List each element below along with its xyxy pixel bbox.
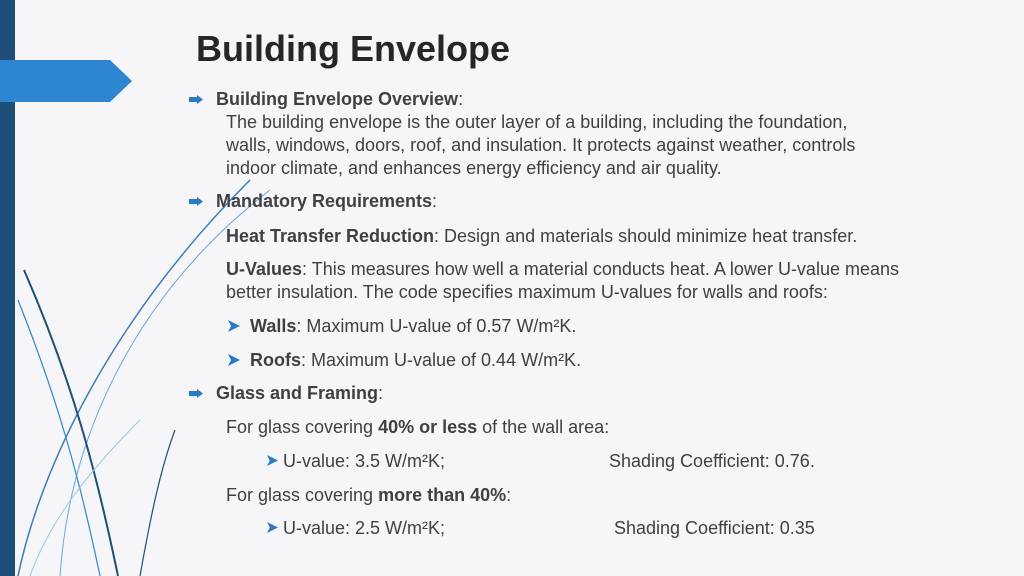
uvalues-item-line-2: better insulation. The code specifies maximum U-values for walls and roofs: bbox=[226, 282, 828, 302]
chevron-right-icon bbox=[228, 320, 240, 332]
glass-heading: Glass and Framing: bbox=[216, 383, 384, 403]
uvalues-item: U-Values: This measures how well a material conducts heat. A lower U-value means bbox=[226, 259, 899, 279]
bullet-arrow-icon bbox=[189, 197, 203, 206]
roofs-item: Roofs: Maximum U-value of 0.44 W/m²K. bbox=[250, 350, 582, 370]
glass-case-1-shading: Shading Coefficient: 0.76. bbox=[609, 451, 815, 471]
chevron-right-icon bbox=[267, 522, 278, 533]
mandatory-heading: Mandatory Requirements: bbox=[216, 191, 438, 211]
bullet-arrow-icon bbox=[189, 95, 203, 104]
heat-transfer-item: Heat Transfer Reduction: Design and materials should minimize heat transfer. bbox=[226, 226, 858, 246]
glass-case-1-uvalue: U-value: 3.5 W/m²K; bbox=[283, 451, 446, 471]
glass-case-1: For glass covering 40% or less of the wall area: bbox=[226, 417, 610, 437]
overview-line-3: indoor climate, and enhances energy efficiency and air quality. bbox=[226, 158, 722, 178]
slide-title: Building Envelope bbox=[196, 28, 511, 69]
bullet-arrow-icon bbox=[189, 389, 203, 398]
chevron-right-icon bbox=[228, 354, 240, 366]
glass-case-2-shading: Shading Coefficient: 0.35 bbox=[614, 518, 815, 538]
overview-line-1: The building envelope is the outer layer of a building, including the foundation, bbox=[226, 112, 848, 132]
chevron-right-icon bbox=[267, 455, 278, 466]
glass-case-2: For glass covering more than 40%: bbox=[226, 485, 512, 505]
walls-item: Walls: Maximum U-value of 0.57 W/m²K. bbox=[250, 316, 577, 336]
overview-heading: Building Envelope Overview: bbox=[216, 89, 464, 109]
glass-case-2-uvalue: U-value: 2.5 W/m²K; bbox=[283, 518, 446, 538]
overview-line-2: walls, windows, doors, roof, and insulation. It protects against weather, controls bbox=[226, 135, 856, 155]
